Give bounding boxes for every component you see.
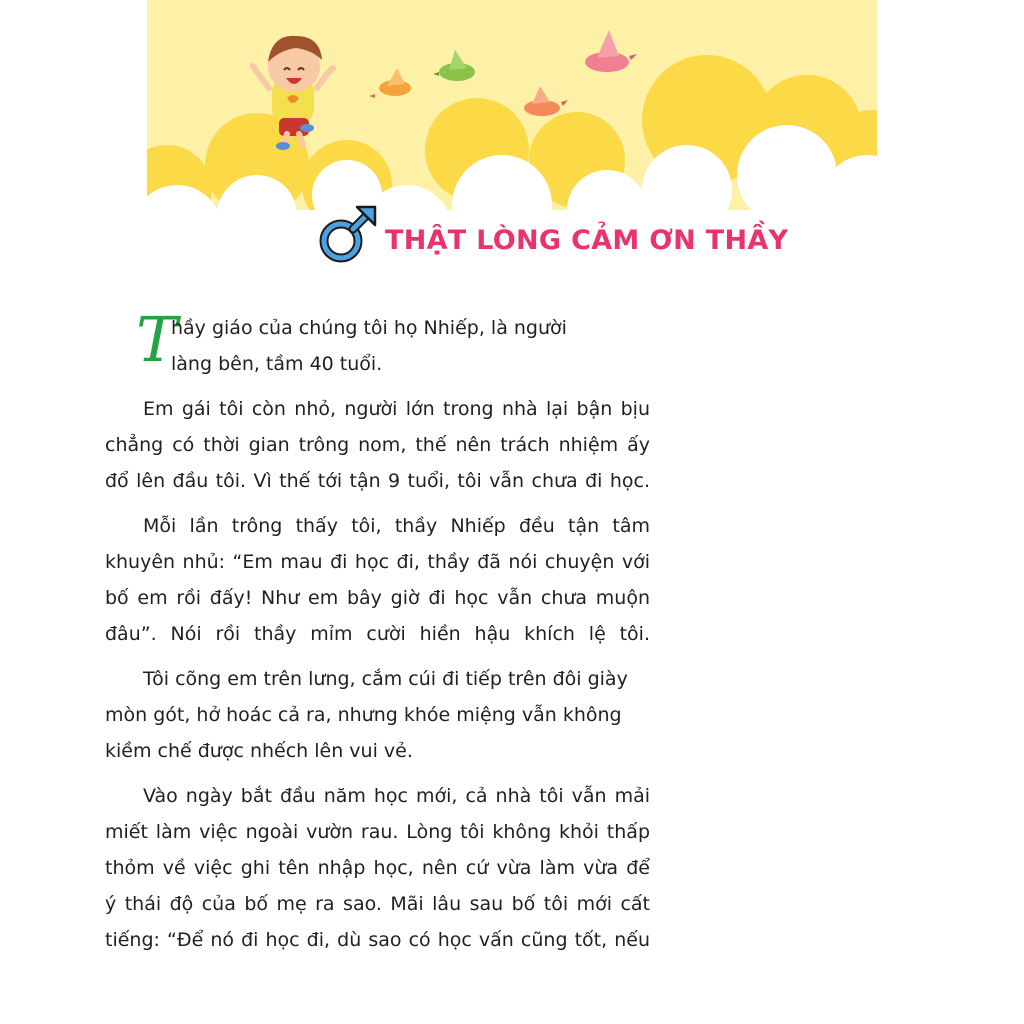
text-line: tiếng: “Để nó đi học đi, dù sao có học vấn cũng tốt, nếu [105, 929, 650, 951]
text-line: bố em rồi đấy! Như em bây giờ đi học vẫn chưa muộn [105, 587, 650, 609]
text-line: chẳng có thời gian trông nom, thế nên trách nhiệm ấy [105, 434, 650, 456]
story-body [105, 303, 650, 967]
paragraph [105, 508, 650, 652]
paragraph [105, 778, 650, 958]
text-line: kiềm chế được nhếch lên vui vẻ. [105, 740, 413, 762]
text-line: khuyên nhủ: “Em mau đi học đi, thầy đã nói chuyện với [105, 551, 650, 573]
text-line: làng bên, tầm 40 tuổi. [171, 353, 383, 375]
paragraph [105, 661, 650, 769]
chapter-heading [315, 203, 789, 267]
text-line: đổ lên đầu tôi. Vì thế tới tận 9 tuổi, tôi vẫn chưa đi học. [105, 470, 650, 492]
header-illustration [147, 0, 877, 215]
text-line: Em gái tôi còn nhỏ, người lớn trong nhà lại bận bịu [143, 398, 650, 420]
page-title: THẬT LÒNG CẢM ƠN THẦY [385, 225, 789, 256]
text-line: Vào ngày bắt đầu năm học mới, cả nhà tôi vẫn mải [143, 785, 650, 807]
text-line: đâu”. Nói rồi thầy mỉm cười hiền hậu khích lệ tôi. [105, 623, 650, 645]
drop-cap-letter: T [136, 303, 178, 376]
paragraph [105, 303, 650, 382]
text-line: hầy giáo của chúng tôi họ Nhiếp, là người [171, 317, 567, 339]
text-line: Mỗi lần trông thấy tôi, thầy Nhiếp đều tận tâm [143, 515, 650, 537]
male-symbol-icon [315, 203, 379, 267]
text-line: Tôi cõng em trên lưng, cắm cúi đi tiếp trên đôi giày [143, 668, 628, 690]
text-line: ý thái độ của bố mẹ ra sao. Mãi lâu sau bố tôi mới cất [105, 893, 650, 915]
text-line: mòn gót, hở hoác cả ra, nhưng khóe miệng vẫn không [105, 704, 622, 726]
paragraph [105, 391, 650, 499]
text-line: thỏm về việc ghi tên nhập học, nên cứ vừa làm vừa để [105, 857, 650, 879]
text-line: miết làm việc ngoài vườn rau. Lòng tôi không khỏi thấp [105, 821, 650, 843]
